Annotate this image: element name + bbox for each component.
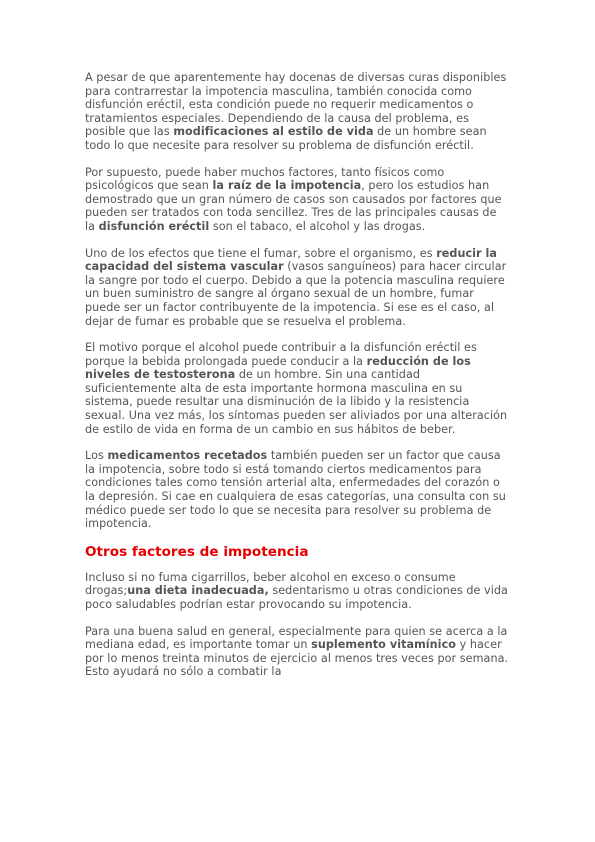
paragraph-5: Los medicamentos recetados también pueden ser un factor que causa la impotencia, sobre todo si está tomando ciertos medicamentos para condiciones tales como tensión arterial alta, enfermedades del corazón o la depresión. Si cae en cualquiera de esas categorías, una consulta con su médico puede ser todo lo que se necesita para resolver su problema de impotencia.	[85, 449, 506, 531]
bold-phrase: suplemento vitamínico	[311, 638, 456, 652]
bold-phrase: una dieta inadecuada,	[127, 584, 269, 598]
paragraph-4: El motivo porque el alcohol puede contribuir a la disfunción eréctil es porque la bebida prolongada puede conducir a la reducción de los niveles de testosterona de un hombre. Sin una cantidad suficientemente alta de esta importante hormona masculina en su sistema, puede resultar una disminución de la libido y la resistencia sexual. Una vez más, los síntomas pueden ser aliviados por una alteración de estilo de vida en forma de un cambio en sus hábitos de beber.	[85, 341, 508, 436]
paragraph-6: Incluso si no fuma cigarrillos, beber alcohol en exceso o consume drogas;una dieta inadecuada, sedentarismo u otras condiciones de vida poco saludables podrían estar provocando su impotencia.	[85, 570, 508, 611]
bold-phrase: medicamentos recetados	[107, 449, 268, 463]
paragraph-3: Uno de los efectos que tiene el fumar, sobre el organismo, es reducir la capacidad del sistema vascular (vasos sanguíneos) para hacer circular la sangre por todo el cuerpo. Debido a que la potencia masculina requiere un buen suministro de sangre al órgano sexual de un hombre, fumar puede ser un factor contribuyente de la impotencia. Si ese es el caso, al dejar de fumar es probable que se resuelva el problema.	[85, 246, 507, 328]
section-heading: Otros factores de impotencia	[85, 543, 309, 560]
bold-phrase: reducción de los niveles de testosterona	[85, 354, 471, 382]
paragraph-2: Por supuesto, puede haber muchos factores, tanto físicos como psicológicos que sean la raíz de la impotencia, pero los estudios han demostrado que un gran número de casos son causados por factores que pueden ser tratados con toda sencillez. Tres de las principales causas de la disfunción eréctil son el tabaco, el alcohol y las drogas.	[85, 165, 502, 233]
bold-phrase: la raíz de la impotencia	[212, 179, 362, 193]
bold-phrase: modificaciones al estilo de vida	[173, 125, 374, 139]
paragraph-1: A pesar de que aparentemente hay docenas de diversas curas disponibles para contrarrestar la impotencia masculina, también conocida como disfunción eréctil, esta condición puede no requerir medicamentos o tratamientos especiales. Dependiendo de la causa del problema, es posible que las modificaciones al estilo de vida de un hombre sean todo lo que necesite para resolver su problema de disfunción eréctil.	[85, 71, 507, 152]
document-body	[85, 71, 510, 692]
bold-phrase: disfunción eréctil	[98, 219, 210, 233]
bold-phrase: reducir la capacidad del sistema vascular	[85, 246, 498, 274]
paragraph-7: Para una buena salud en general, especialmente para quien se acerca a la mediana edad, es importante tomar un suplemento vitamínico y hacer por lo menos treinta minutos de ejercicio al menos tres veces por semana. Esto ayudará no sólo a combatir la	[85, 624, 509, 679]
